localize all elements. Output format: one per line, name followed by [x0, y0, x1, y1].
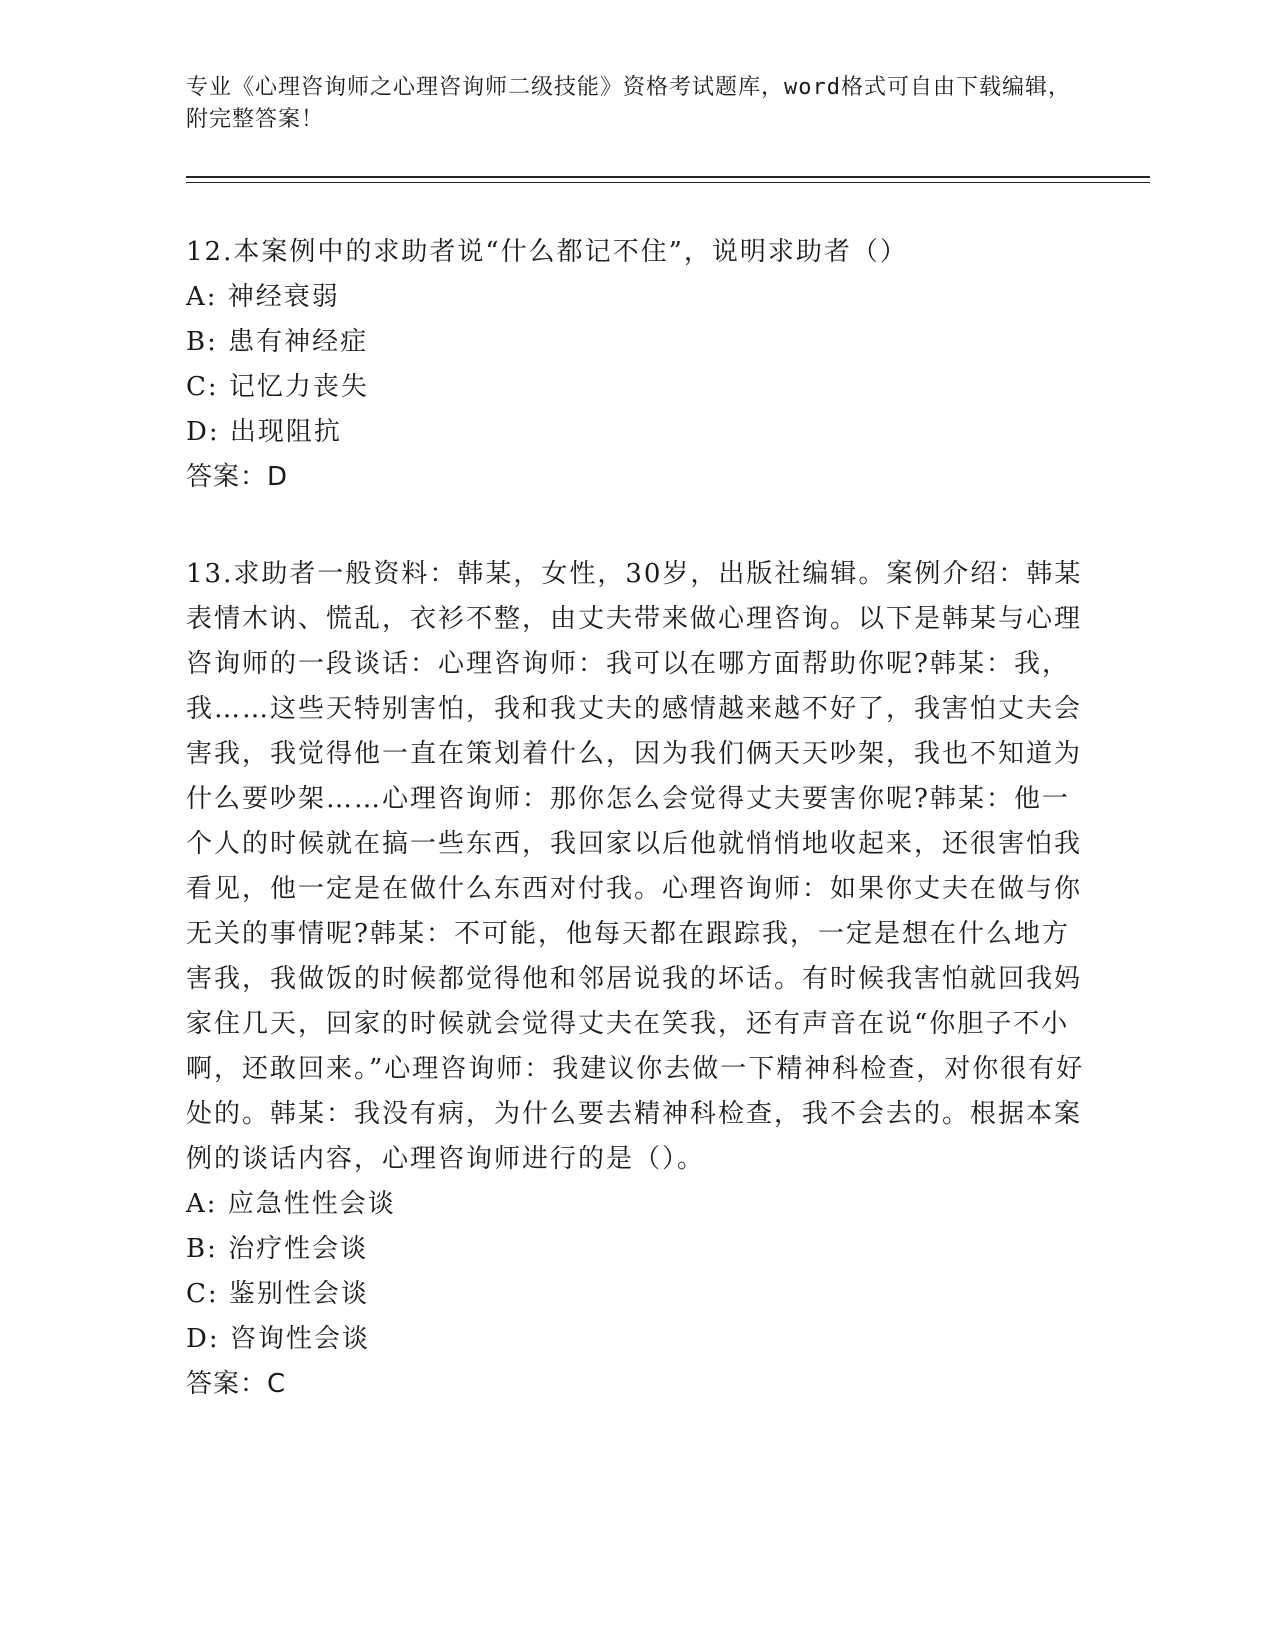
question-stem: 12.本案例中的求助者说“什么都记不住”，说明求助者（） — [186, 237, 908, 267]
header-divider-thick — [186, 176, 1150, 178]
answer-line: 答案：D — [186, 462, 289, 492]
option-d: D: 咨询性会谈 — [186, 1324, 370, 1354]
document-header: 专业《心理咨询师之心理咨询师二级技能》资格考试题库，word格式可自由下载编辑，附完整答案！ — [186, 75, 1071, 132]
option-c: C: 鉴别性会谈 — [186, 1279, 369, 1309]
option-d: D: 出现阻抗 — [186, 417, 342, 447]
option-b: B: 患有神经症 — [186, 327, 369, 357]
question-stem: 13.求助者一般资料：韩某，女性，30岁，出版社编辑。案例介绍：韩某表情木讷、慌乱，衣衫不整，由丈夫带来做心理咨询。以下是韩某与心理咨询师的一段谈话：心理咨询师：我可以在哪方面帮助你呢?韩某：我，我……这些天特别害怕，我和我丈夫的感情越来越不好了，我害怕丈夫会害我，我觉得他一直在策划着什么，因为我们俩天天吵架，我也不知道为什么要吵架……心理咨询师：那你怎么会觉得丈夫要害你呢?韩某：他一个人的时候就在搞一些东西，我回家以后他就悄悄地收起来，还很害怕我看见，他一定是在做什么东西对付我。心理咨询师：如果你丈夫在做与你无关的事情呢?韩某：不可能，他每天都在跟踪我，一定是想在什么地方害我，我做饭的时候都觉得他和邻居说我的坏话。有时候我害怕就回我妈家住几天，回家的时候就会觉得丈夫在笑我，还有声音在说“你胆子不小啊，还敢回来。”心理咨询师：我建议你去做一下精神科检查，对你很有好处的。韩某：我没有病，为什么要去精神科检查，我不会去的。根据本案例的谈话内容，心理咨询师进行的是（）。 — [186, 559, 1085, 1174]
option-b: B: 治疗性会谈 — [186, 1234, 369, 1264]
header-divider-thin — [186, 182, 1150, 183]
option-c: C: 记忆力丧失 — [186, 372, 369, 402]
question-12 — [186, 230, 1086, 500]
question-13 — [186, 552, 1086, 1407]
answer-line: 答案：C — [186, 1369, 287, 1399]
option-a: A: 神经衰弱 — [186, 282, 340, 312]
option-a: A: 应急性性会谈 — [186, 1189, 396, 1219]
